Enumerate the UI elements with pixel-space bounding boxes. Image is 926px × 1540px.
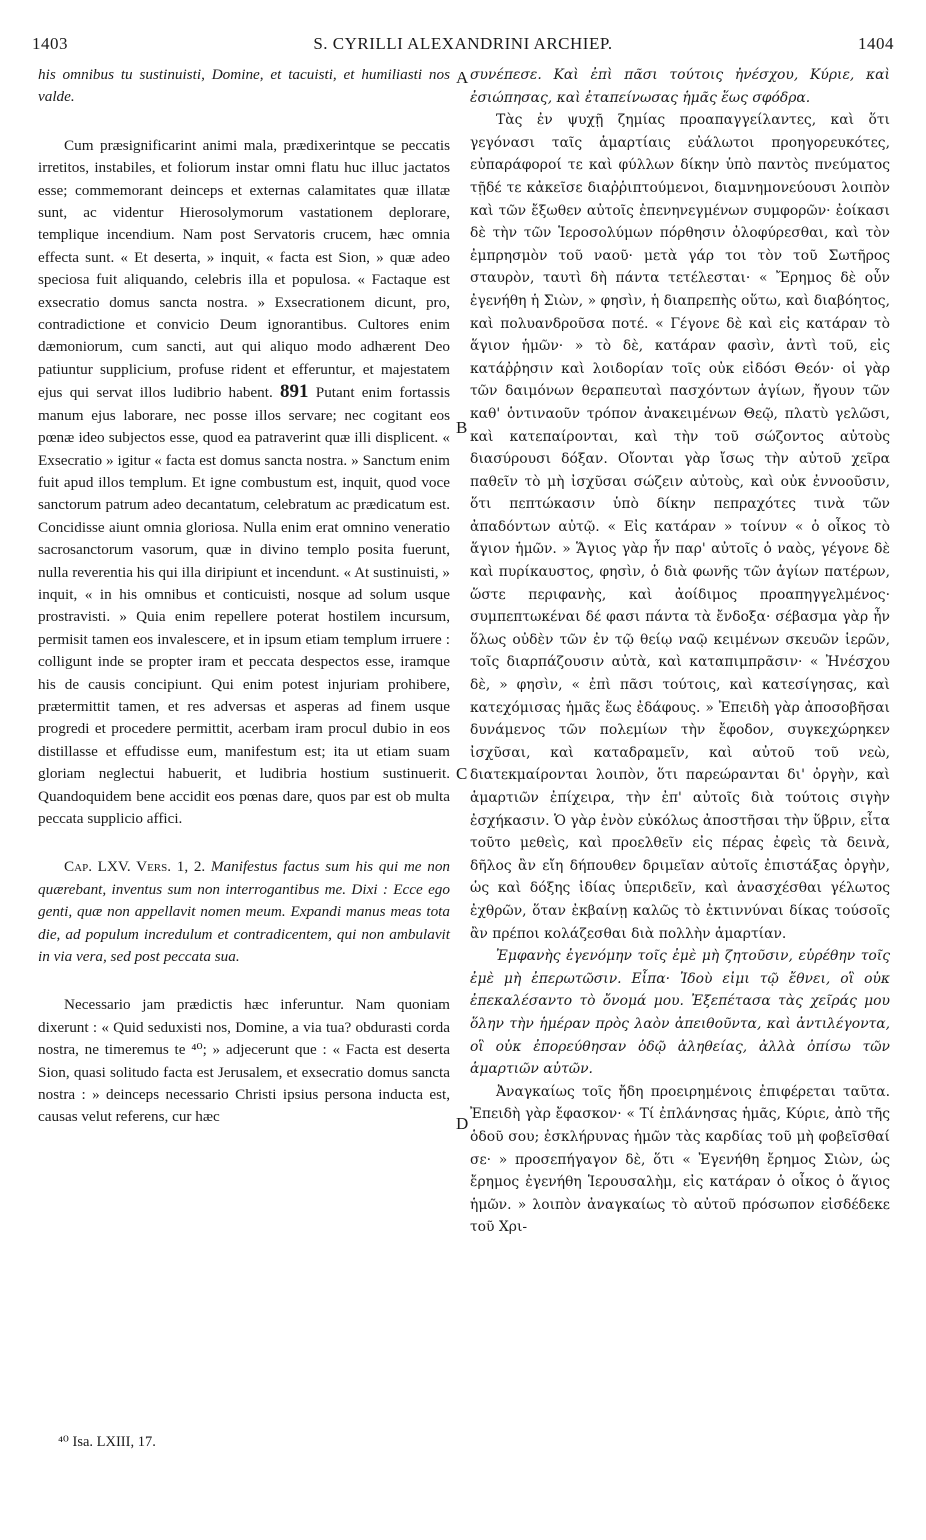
latin-chapter-verse: [38, 856, 450, 968]
latin-commentary-1b: Putant enim fortassis manum ejus laborare, nec posse illos servare; nec cogitant eos pœnæ ideo subjectos esse, quod ea patraverint quæ illi displicent. « Exsecratio » igitur « facta est domus sancta nostra. » Sanctum enim fuit apud illos templum. Et igne combustum est, inquit, quod voce sanctorum patrum adeo decantatum, celebratum ac prædicatum est. Concidisse aiunt omnia gloriosa. Nulla enim erat omnino veneratio sacrosanctorum vasorum, quæ in divino templo posita fuerunt, nulla reverentia his qui illa diripiunt et incendunt. « At sustinuisti, » inquit, « in his omnibus et conticuisti, nosque ad solum usque prostravisti. » Quia enim repellere poterat hostilem incursum, permisit tamen eos invalescere, et in ipsum etiam templum irruere : colligunt inde se propter iram et peccata despectos esse, iramque his de causis concipiunt. Qui enim potest injuriam prohibere, prætermittit tamen, et res adversas et asperas ad finem usque progredi et procedere permittit, acerbam iram procul dubio in eos distillasse et effudisse eum, manifestum est; ita ut etiam suam gloriam neglectui habuerit, et ludibria hostium sustinuerit. Quandoquidem bene accidit eos pœnas dare, quos par est ob multa peccata supplicio affici.: [38, 384, 451, 827]
footnote: ⁴⁰ Isa. LXIII, 17.: [58, 1434, 156, 1450]
greek-column: [470, 64, 890, 1239]
greek-verse: Ἐμφανὴς ἐγενόμην τοῖς ἐμὲ μὴ ζητοῦσιν, εὑρέθην τοῖς ἐμὲ μὴ ἐπερωτῶσιν. Εἶπα· Ἰδοὺ εἰμι τῷ ἔθνει, οἳ οὐκ ἐπεκαλέσαντο τὸ ὄνομά μου. Ἐξεπέτασα τὰς χεῖράς μου ὅλην τὴν ἡμέραν πρὸς λαὸν ἀπειθοῦντα, καὶ ἀντιλέγοντα, οἳ οὐκ ἐπορεύθησαν ὁδῷ ἀληθείας, ἀλλὰ ὀπίσω τῶν ἁμαρτιῶν αὐτῶν.: [470, 948, 890, 1078]
latin-commentary-2: Necessario jam prædictis hæc inferuntur. Nam quoniam dixerunt : « Quid seduxisti nos, Domine, a via tua? obdurasti corda nostra, ne timeremus te ⁴⁰; » adjecerunt que : « Facta est deserta Sion, quasi solitudo facta est Jerusalem, et exsecratio domus sancta nostra : » deinceps necessario Christi ipsius persona inducta est, causas velut referens, cur hæc: [38, 996, 450, 1126]
chapter-label: Cap. LXV. Vers. 1, 2.: [64, 858, 206, 876]
latin-column: [38, 64, 450, 1129]
margin-marker-b: B: [456, 418, 468, 437]
page-header: [32, 34, 894, 58]
page-number-right: 1404: [858, 34, 894, 53]
margin-marker-d: D: [456, 1114, 469, 1133]
greek-verse-end: συνέπεσε. Καὶ ἐπὶ πᾶσι τούτοις ἠνέσχου, Κύριε, καὶ ἐσιώπησας, καὶ ἐταπείνωσας ἡμᾶς ἕως σφόδρα.: [470, 67, 890, 106]
margin-marker-a: A: [456, 68, 469, 87]
page-number-left: 1403: [32, 34, 68, 53]
running-title: S. CYRILLI ALEXANDRINI ARCHIEP.: [313, 34, 613, 53]
latin-commentary-1: [38, 135, 450, 831]
column-number: 891: [280, 381, 309, 403]
greek-commentary-1: Τὰς ἐν ψυχῇ ζημίας προαπαγγείλαντες, καὶ ὅτι γεγόνασι ταῖς ἁμαρτίαις εὐάλωτοι προηγορευκότες, εὐπαράφοροί τε καὶ φύλλων δίκην ὑπὸ παντὸς πνεύματος τῇδέ τε κἀκεῖσε διαῤῥιπτούμενοι, διαμνημονεύουσι λοιπὸν καὶ τῶν ἔξωθεν αὐτοῖς ἐπενηνεγμένων συμφορῶν· ἐοίκασι δὲ τὴν τῶν Ἱεροσολύμων πόρθησιν ὀλοφύρεσθαι, καὶ τὸν ἐμπρησμὸν τοῦ ναοῦ· μετὰ γάρ τοι τὸν τοῦ Σωτῆρος σταυρὸν, ταυτὶ δὴ πάντα τετέλεσται· « Ἔρημος δὲ οὖν ἐγενήθη ἡ Σιὼν, » φησὶν, ἡ διαπρεπὴς οὕτω, καὶ διαβόητος, καὶ πολυανδροῦσα ποτέ. « Γέγονε δὲ καὶ εἰς κατάραν τὸ ἅγιον ἡμῶν· » τὸ δὲ, κατάραν φασὶν, ἀντὶ τοῦ, εἰς κατάῤῥησιν καὶ λοιδορίαν τοῖς οὐκ εἰδόσι Θεόν· οἱ γὰρ τῶν δαιμόνων θεραπευταὶ πασχόντων ἁγίων, ἤγουν τῶν καθ' ὁντιναοῦν τρόπον ἀνακειμένων Θεῷ, πλατὺ γελῶσι, καὶ κατεπαίρονται, καὶ τὴν τοῦ σώζοντος αὐτοὺς διασύρουσι δόξαν. Οἴονται γὰρ ἴσως τὴν αὐτοῦ χεῖρα παθεῖν τὸ μὴ ἰσχῦσαι σώζειν αὐτοὺς, καὶ οὐκ ἐννοοῦσιν, ὅτι πεπτώκασιν ὑπὸ δίκην πεπραχότες τινὰ τῶν ἀπαδόντων αὐτῷ. « Εἰς κατάραν » τοίνυν « ὁ οἶκος τὸ ἅγιον ἡμῶν. » Ἅγιος γὰρ ἦν παρ' αὐτοῖς ὁ ναὸς, γέγονε δὲ καὶ πυρίκαυστος, φησὶν, ὁ διὰ φωνῆς τῶν ἁγίων πατέρων, ὥστε περιφανὴς, καὶ ἀοίδιμος προαπηγγελμένος· συμπεπτωκέναι δέ φασι πάντα τὰ ἔνδοξα· σέβασμα γὰρ ἦν ὅλως οὐδὲν τῶν ἐν τῷ θείῳ ναῷ κειμένων σκευῶν ἱερῶν, τοῖς διαρπάζουσιν αὐτὰ, καὶ καταπιμπρᾶσιν· « Ἠνέσχου δὲ, » φησὶν, « ἐπὶ πᾶσι τούτοις, καὶ κατεσίγησας, καὶ κατεχόμισας ἡμᾶς ἕως ἐδάφους. » Ἐπειδὴ γὰρ ἀποσοβῆσαι δυνάμενος τῶν πολεμίων τὴν ἔφοδον, συγκεχώρηκεν ἰσχῦσαι, καὶ καταδραμεῖν, καὶ αὐτοῦ τοῦ νεὼ, διατεκμαίρονται λοιπὸν, ὅτι παρεώρανται δι' ὀργὴν, καὶ ἁμαρτιῶν ἐπίχειρα, τὴν ἐπ' αὐτοῖς διὰ τούτοις σιγὴν ἐσχήκασιν. Ὁ γὰρ ἐνὸν εὐκόλως ἀποστῆσαι τὴν ὕβριν, εἶτα τοῦτο μεθεὶς, καὶ προελθεῖν εἰς πέρας ἐφεὶς τὰ δεινὰ, δῆλος ἂν εἴη δήπουθεν δριμεῖαν αὐτοῖς ἐπιστάξας ὀργὴν, ὡς καὶ δόξης ἰδίας ὑπεριδεῖν, καὶ ἀνασχέσθαι γέλωτος ἐχθρῶν, ὅταν ἐκβαίνῃ καλῶς τὸ ἐκτιννύναι δίκας τούσοῖς ἂν πρέποι κολάζεσθαι διὰ πολλὴν ἁμαρτίαν.: [470, 112, 890, 942]
latin-commentary-1a: Cum præsignificarint animi mala, prædixerintque se peccatis irretitos, instabiles, et foliorum instar omni flatu huc illuc jactatos esse; commemorant deinceps et externas calamitates quæ illatæ sunt, ac videntur Hierosolymorum vastationem deplorare, templique incendium. Nam post Servatoris crucem, hæc omnia effecta sunt. « Et deserta, » inquit, « facta est Sion, » quæ adeo speciosa fuit aliquando, celebris illa et populosa. « Factaque est exsecratio domus sancta nostra. » Exsecrationem dicunt, pro, contradictione et convicio Deum ignorantibus. Cultores enim dæmoniorum, cum sancti, aut qui aliquo modo adhærent Deo patiuntur supplicium, profuse rident et efferuntur, et majestatem ejus qui servat illos ludibrio habent.: [38, 136, 450, 402]
latin-verse-end: his omnibus tu sustinuisti, Domine, et tacuisti, et humiliasti nos valde.: [38, 66, 450, 106]
greek-commentary-2: Ἀναγκαίως τοῖς ἤδη προειρημένοις ἐπιφέρεται ταῦτα. Ἐπειδὴ γὰρ ἔφασκον· « Τί ἐπλάνησας ἡμᾶς, Κύριε, ἀπὸ τῆς ὁδοῦ σου; ἐσκλήρυνας ἡμῶν τὰς καρδίας τοῦ μὴ φοβεῖσθαί σε· » προσεπήγαγον δὲ, ὅτι « Ἐγενήθη ἔρημος Σιὼν, ὡς ἔρημος ἐγενήθη Ἱερουσαλὴμ, εἰς κατάραν ὁ οἶκος ὁ ἅγιος ἡμῶν. » λοιπὸν ἀναγκαίως τὸ αὐτοῦ πρόσωπον εἰσδέδεκε τοῦ Χρι-: [470, 1083, 890, 1236]
latin-verse-text: Manifestus factus sum his qui me non quærebant, inventus sum non interrogantibus me. Dixi : Ecce ego genti, quæ non appellavit nomen meum. Expandi manus meas tota die, ad populum incredulum et contradicentem, qui non ambulavit in via vera, sed post peccata sua.: [38, 858, 451, 966]
margin-marker-c: C: [456, 764, 468, 783]
